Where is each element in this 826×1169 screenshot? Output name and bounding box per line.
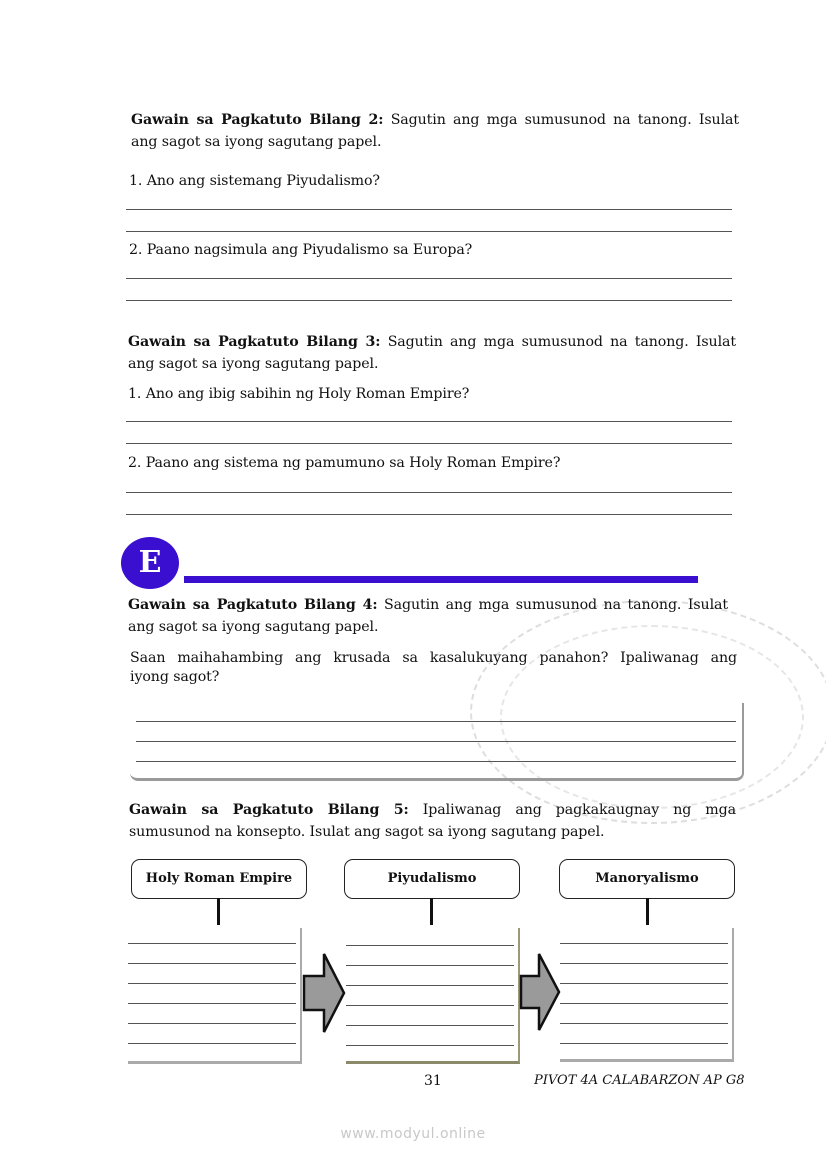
answer-line[interactable] <box>128 943 296 944</box>
answer-line[interactable] <box>560 1023 728 1024</box>
activity-3-instruction-line1: Sagutin ang mga sumusunod na tanong. Isulat <box>387 334 736 350</box>
connector-stem <box>217 898 220 925</box>
answer-line[interactable] <box>560 1003 728 1004</box>
activity-2-question-2: 2. Paano nagsimula ang Piyudalismo sa Europa? <box>129 242 473 258</box>
website-watermark: www.modyul.online <box>340 1126 486 1142</box>
answer-line[interactable] <box>126 492 732 493</box>
activity-2-instruction-line2: ang sagot sa iyong sagutang papel. <box>131 134 382 150</box>
answer-line[interactable] <box>126 421 732 422</box>
activity-2-title: Gawain sa Pagkatuto Bilang 2: <box>131 112 384 128</box>
activity-2-instruction-line1: Sagutin ang mga sumusunod na tanong. Isulat <box>390 112 739 128</box>
answer-line[interactable] <box>126 514 732 515</box>
answer-line[interactable] <box>346 1045 514 1046</box>
activity-4-question-line1: Saan maihahambing ang krusada sa kasalukuyang panahon? Ipaliwanag ang <box>130 650 737 666</box>
answer-line[interactable] <box>136 761 736 762</box>
answer-line[interactable] <box>128 1003 296 1004</box>
connector-stem <box>430 898 433 925</box>
answer-line[interactable] <box>126 278 732 279</box>
page-number: 31 <box>424 1073 442 1089</box>
answer-line[interactable] <box>560 1043 728 1044</box>
answer-line[interactable] <box>560 963 728 964</box>
activity-3-question-1: 1. Ano ang ibig sabihin ng Holy Roman Empire? <box>128 386 470 402</box>
activity-4-question-line2: iyong sagot? <box>130 669 220 685</box>
answer-line[interactable] <box>346 1005 514 1006</box>
answer-line[interactable] <box>346 1025 514 1026</box>
arrow-right-icon <box>519 952 561 1032</box>
concept-holy-roman-empire: Holy Roman Empire <box>131 859 307 899</box>
activity-5-instructions <box>129 799 736 843</box>
answer-line[interactable] <box>128 983 296 984</box>
answer-line[interactable] <box>560 943 728 944</box>
activity-2-instructions <box>131 109 739 153</box>
answer-line[interactable] <box>126 300 732 301</box>
activity-4-question <box>130 649 737 687</box>
footer-reference: PIVOT 4A CALABARZON AP G8 <box>534 1073 745 1088</box>
activity-4-instruction-line2: ang sagot sa iyong sagutang papel. <box>128 619 379 635</box>
activity-4-instruction-line1: Sagutin ang mga sumusunod na tanong. Isulat <box>384 597 728 613</box>
activity-4-title: Gawain sa Pagkatuto Bilang 4: <box>128 597 378 613</box>
answer-line[interactable] <box>126 209 732 210</box>
answer-line[interactable] <box>128 1043 296 1044</box>
connector-stem <box>646 898 649 925</box>
section-e-badge: E <box>121 537 179 589</box>
activity-5-instruction-line2: sumusunod na konsepto. Isulat ang sagot sa iyong sagutang papel. <box>129 824 605 840</box>
activity-3-question-2: 2. Paano ang sistema ng pamumuno sa Holy Roman Empire? <box>128 455 561 471</box>
activity-2-question-1: 1. Ano ang sistemang Piyudalismo? <box>129 173 380 189</box>
concept-answer-panel-2[interactable] <box>346 928 520 1064</box>
activity-5-instruction-line1: Ipaliwanag ang pagkakaugnay ng mga <box>422 802 736 818</box>
concept-answer-panel-1[interactable] <box>128 928 302 1064</box>
section-e-divider <box>184 576 698 583</box>
answer-line[interactable] <box>560 983 728 984</box>
activity-3-title: Gawain sa Pagkatuto Bilang 3: <box>128 334 381 350</box>
answer-line[interactable] <box>126 443 732 444</box>
answer-line[interactable] <box>128 963 296 964</box>
activity-4-instructions <box>128 594 728 638</box>
activity-5-title: Gawain sa Pagkatuto Bilang 5: <box>129 802 409 818</box>
concept-manoryalismo: Manoryalismo <box>559 859 735 899</box>
answer-line[interactable] <box>128 1023 296 1024</box>
activity-4-answer-box[interactable] <box>130 703 744 781</box>
answer-line[interactable] <box>126 231 732 232</box>
answer-line[interactable] <box>346 965 514 966</box>
concept-answer-panel-3[interactable] <box>560 928 734 1062</box>
concept-piyudalismo: Piyudalismo <box>344 859 520 899</box>
answer-line[interactable] <box>346 985 514 986</box>
answer-line[interactable] <box>136 741 736 742</box>
arrow-right-icon <box>302 952 346 1034</box>
answer-line[interactable] <box>346 945 514 946</box>
answer-line[interactable] <box>136 721 736 722</box>
activity-3-instructions <box>128 331 736 375</box>
activity-3-instruction-line2: ang sagot sa iyong sagutang papel. <box>128 356 379 372</box>
